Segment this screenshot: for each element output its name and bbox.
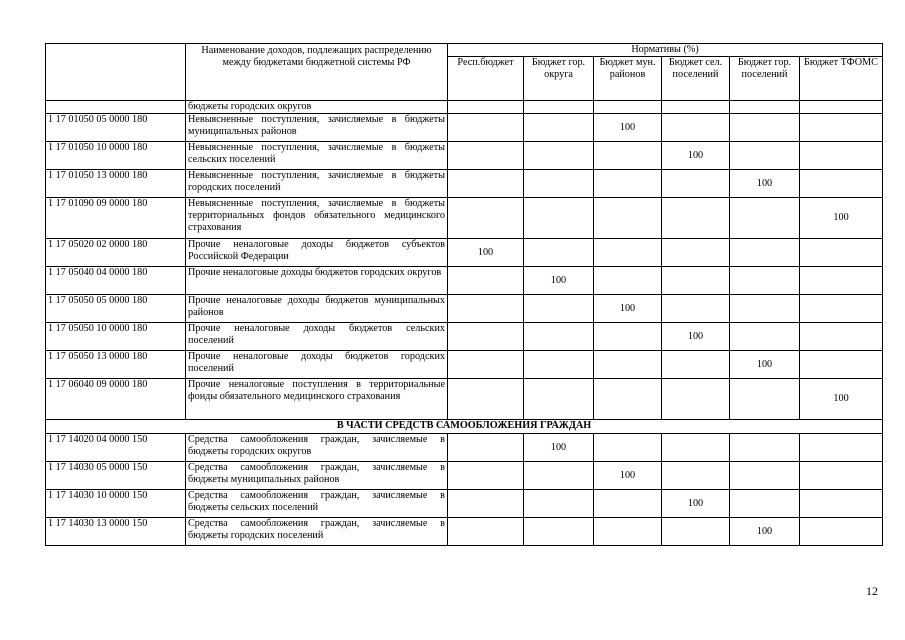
value-cell — [662, 170, 730, 198]
normatives-group-header: Нормативы (%) — [448, 44, 883, 57]
value-cell — [730, 114, 800, 142]
col-header-sel-poselen: Бюджет сел. поселений — [662, 57, 730, 101]
row-name: Прочие неналоговые поступления в территориальные фонды обязательного медицинского страхования — [186, 379, 448, 420]
col-header-gor-okrug: Бюджет гор. округа — [524, 57, 594, 101]
value-cell — [730, 267, 800, 295]
value-cell: 100 — [662, 142, 730, 170]
table-row — [46, 490, 883, 518]
row-code — [46, 101, 186, 114]
value-cell — [800, 462, 883, 490]
value-cell — [594, 351, 662, 379]
value-cell: 100 — [662, 490, 730, 518]
value-cell — [594, 142, 662, 170]
col-header-mun-rayon: Бюджет мун. районов — [594, 57, 662, 101]
value-cell: 100 — [524, 434, 594, 462]
value-cell — [448, 462, 524, 490]
value-cell — [800, 101, 883, 114]
code-column-header — [46, 44, 186, 101]
value-cell: 100 — [594, 462, 662, 490]
row-name: Прочие неналоговые доходы бюджетов сельских поселений — [186, 323, 448, 351]
table-row — [46, 142, 883, 170]
value-cell — [730, 434, 800, 462]
value-cell — [524, 462, 594, 490]
value-cell — [524, 170, 594, 198]
value-cell — [730, 323, 800, 351]
value-cell — [594, 490, 662, 518]
value-cell — [800, 170, 883, 198]
value-cell — [448, 434, 524, 462]
row-code: 1 17 01050 05 0000 180 — [46, 114, 186, 142]
table-row — [46, 323, 883, 351]
value-cell — [800, 267, 883, 295]
row-code: 1 17 14020 04 0000 150 — [46, 434, 186, 462]
value-cell — [662, 198, 730, 239]
section-row — [46, 420, 883, 434]
row-name: Средства самообложения граждан, зачисляемые в бюджеты городских поселений — [186, 518, 448, 546]
value-cell — [524, 323, 594, 351]
section-title: В ЧАСТИ СРЕДСТВ САМООБЛОЖЕНИЯ ГРАЖДАН — [46, 420, 883, 434]
row-name: Прочие неналоговые доходы бюджетов субъектов Российской Федерации — [186, 239, 448, 267]
row-code: 1 17 05050 05 0000 180 — [46, 295, 186, 323]
name-column-header: Наименование доходов, подлежащих распределению между бюджетами бюджетной системы РФ — [186, 44, 448, 101]
value-cell — [448, 379, 524, 420]
value-cell — [594, 379, 662, 420]
value-cell — [662, 518, 730, 546]
value-cell: 100 — [730, 170, 800, 198]
row-code: 1 17 06040 09 0000 180 — [46, 379, 186, 420]
row-code: 1 17 05020 02 0000 180 — [46, 239, 186, 267]
value-cell — [524, 239, 594, 267]
value-cell: 100 — [448, 239, 524, 267]
value-cell — [448, 170, 524, 198]
value-cell — [524, 518, 594, 546]
value-cell — [448, 267, 524, 295]
row-name: Прочие неналоговые доходы бюджетов муниципальных районов — [186, 295, 448, 323]
value-cell — [448, 101, 524, 114]
value-cell — [662, 351, 730, 379]
value-cell — [662, 462, 730, 490]
value-cell — [524, 351, 594, 379]
value-cell: 100 — [594, 114, 662, 142]
row-name: Средства самообложения граждан, зачисляемые в бюджеты городских округов — [186, 434, 448, 462]
value-cell — [524, 101, 594, 114]
row-name: Прочие неналоговые доходы бюджетов городских округов — [186, 267, 448, 295]
value-cell: 100 — [730, 351, 800, 379]
value-cell — [800, 434, 883, 462]
row-name: бюджеты городских округов — [186, 101, 448, 114]
value-cell — [594, 518, 662, 546]
value-cell — [662, 101, 730, 114]
value-cell — [730, 142, 800, 170]
table-row — [46, 518, 883, 546]
value-cell — [662, 267, 730, 295]
value-cell — [730, 198, 800, 239]
value-cell — [524, 114, 594, 142]
value-cell — [800, 239, 883, 267]
value-cell — [448, 142, 524, 170]
value-cell: 100 — [800, 379, 883, 420]
value-cell — [662, 434, 730, 462]
value-cell — [448, 490, 524, 518]
row-code: 1 17 01050 10 0000 180 — [46, 142, 186, 170]
continuation-row — [46, 101, 883, 114]
row-code: 1 17 14030 13 0000 150 — [46, 518, 186, 546]
value-cell — [800, 295, 883, 323]
table-header — [46, 44, 883, 101]
col-header-tfoms: Бюджет ТФОМС — [800, 57, 883, 101]
value-cell — [524, 142, 594, 170]
row-code: 1 17 05050 13 0000 180 — [46, 351, 186, 379]
row-name: Средства самообложения граждан, зачисляемые в бюджеты сельских поселений — [186, 490, 448, 518]
value-cell — [594, 198, 662, 239]
row-code: 1 17 05040 04 0000 180 — [46, 267, 186, 295]
row-name: Невыясненные поступления, зачисляемые в бюджеты территориальных фондов обязательного медицинского страхования — [186, 198, 448, 239]
page-number: 12 — [866, 584, 878, 598]
col-header-resp: Респ.бюджет — [448, 57, 524, 101]
row-name: Невыясненные поступления, зачисляемые в бюджеты сельских поселений — [186, 142, 448, 170]
row-name: Невыясненные поступления, зачисляемые в бюджеты муниципальных районов — [186, 114, 448, 142]
table-row — [46, 295, 883, 323]
table-row — [46, 379, 883, 420]
value-cell — [594, 323, 662, 351]
value-cell — [524, 295, 594, 323]
row-code: 1 17 05050 10 0000 180 — [46, 323, 186, 351]
value-cell — [594, 267, 662, 295]
value-cell — [448, 114, 524, 142]
value-cell — [662, 295, 730, 323]
table-row — [46, 267, 883, 295]
value-cell — [800, 142, 883, 170]
value-cell — [730, 239, 800, 267]
table-row — [46, 198, 883, 239]
value-cell: 100 — [800, 198, 883, 239]
value-cell — [730, 379, 800, 420]
table-row — [46, 114, 883, 142]
value-cell — [800, 351, 883, 379]
row-name: Невыясненные поступления, зачисляемые в бюджеты городских поселений — [186, 170, 448, 198]
value-cell: 100 — [594, 295, 662, 323]
value-cell — [524, 198, 594, 239]
value-cell — [524, 490, 594, 518]
row-code: 1 17 01050 13 0000 180 — [46, 170, 186, 198]
value-cell — [448, 295, 524, 323]
value-cell — [730, 490, 800, 518]
value-cell — [800, 114, 883, 142]
value-cell — [730, 295, 800, 323]
table-row — [46, 170, 883, 198]
row-code: 1 17 14030 05 0000 150 — [46, 462, 186, 490]
value-cell: 100 — [524, 267, 594, 295]
value-cell — [448, 518, 524, 546]
value-cell — [594, 434, 662, 462]
table-row — [46, 462, 883, 490]
table-body — [46, 101, 883, 546]
value-cell — [662, 379, 730, 420]
value-cell — [594, 239, 662, 267]
row-code: 1 17 14030 10 0000 150 — [46, 490, 186, 518]
value-cell — [800, 490, 883, 518]
value-cell — [730, 101, 800, 114]
revenue-distribution-table — [45, 43, 883, 546]
value-cell: 100 — [662, 323, 730, 351]
table-row — [46, 434, 883, 462]
value-cell — [800, 323, 883, 351]
col-header-gor-poselen: Бюджет гор. поселений — [730, 57, 800, 101]
value-cell: 100 — [730, 518, 800, 546]
row-name: Прочие неналоговые доходы бюджетов городских поселений — [186, 351, 448, 379]
row-code: 1 17 01090 09 0000 180 — [46, 198, 186, 239]
value-cell — [662, 239, 730, 267]
value-cell — [448, 198, 524, 239]
value-cell — [730, 462, 800, 490]
value-cell — [448, 351, 524, 379]
value-cell — [594, 170, 662, 198]
value-cell — [662, 114, 730, 142]
value-cell — [800, 518, 883, 546]
table-row — [46, 239, 883, 267]
value-cell — [524, 379, 594, 420]
value-cell — [448, 323, 524, 351]
row-name: Средства самообложения граждан, зачисляемые в бюджеты муниципальных районов — [186, 462, 448, 490]
value-cell — [594, 101, 662, 114]
table-row — [46, 351, 883, 379]
